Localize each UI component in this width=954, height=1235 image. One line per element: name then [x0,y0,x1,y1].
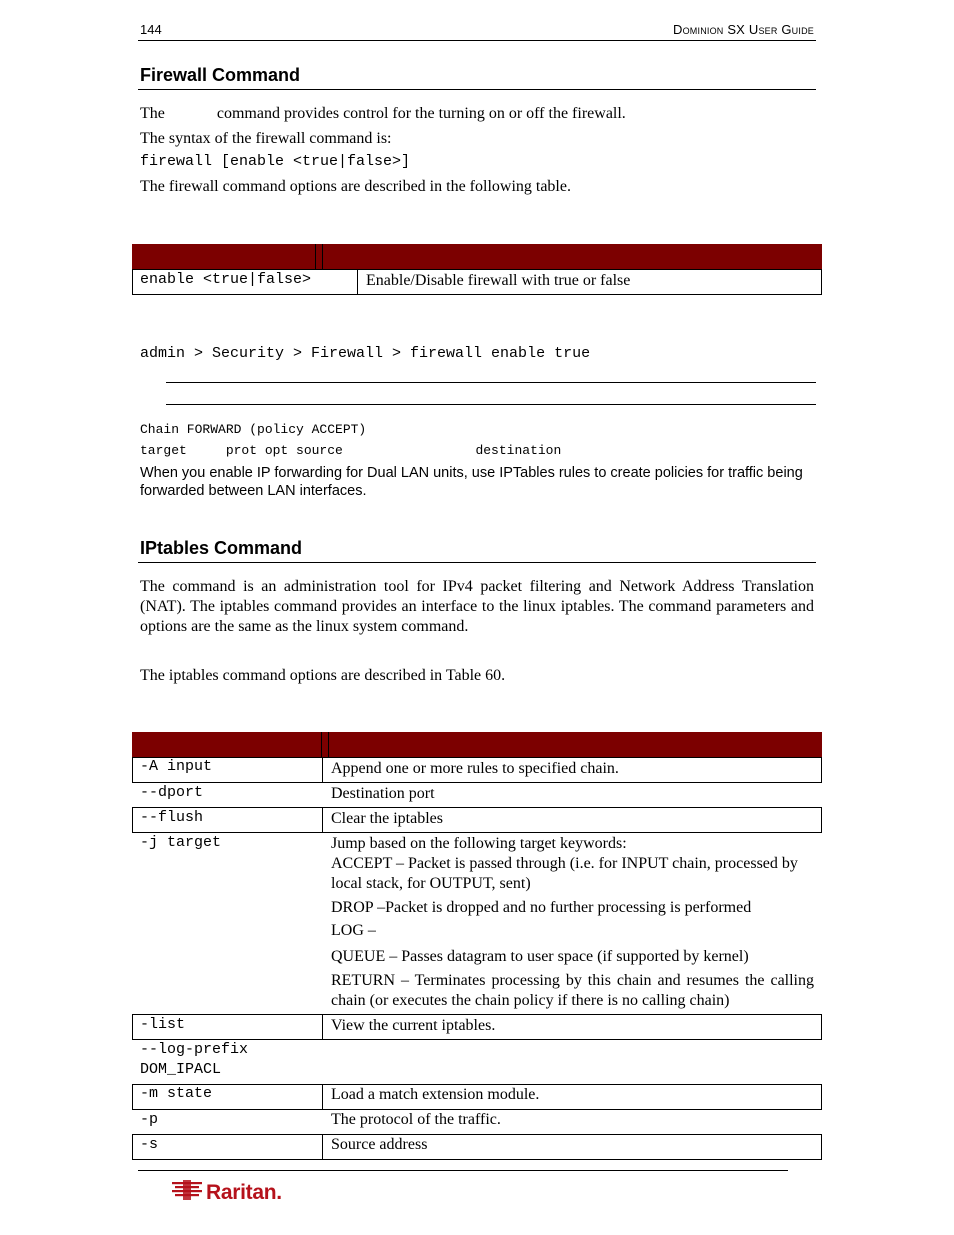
iptables-option: --log-prefix DOM_IPACL [140,1041,249,1078]
iptables-option: -A input [140,758,213,775]
iptables-description: Source address [331,1136,428,1153]
iptables-option: --dport [140,784,204,801]
iptables-option: -j target [140,834,222,851]
iptables-description: Load a match extension module. [331,1086,540,1103]
iptables-table-intro: The iptables command options are described in Table 60. [140,667,506,684]
iptables-description: Destination port [331,785,435,802]
iptables-description: The protocol of the traffic. [331,1111,501,1128]
output-rule-top [166,382,816,383]
firewall-table-header-divider [315,244,323,269]
iptables-description: Clear the iptables [331,810,443,827]
firewall-intro-paragraph: The command provides control for the turning on or off the firewall. [140,105,626,122]
firewall-section-rule [138,89,816,90]
iptables-option: -list [140,1016,186,1033]
firewall-syntax: firewall [enable <true|false>] [140,153,411,170]
chain-forward-line: Chain FORWARD (policy ACCEPT) [140,422,367,437]
dual-lan-note: When you enable IP forwarding for Dual LAN units, use IPTables rules to create policies for traffic being forwarded between LAN interfaces. [140,465,803,499]
iptables-option: -p [140,1111,159,1128]
iptables-option: -m state [140,1085,213,1102]
iptables-section-title: IPtables Command [140,538,303,558]
jump-target-return: RETURN – Terminates processing by this chain and resumes the calling chain (or executes the chain policy if there is no calling chain) [331,972,814,1009]
iptables-table-header-divider [321,732,329,757]
firewall-syntax-intro: The syntax of the firewall command is: [140,130,392,147]
header-rule [138,40,816,41]
iptables-section-rule [138,562,816,563]
firewall-table-option: enable <true|false> [140,271,312,288]
firewall-table-description: Enable/Disable firewall with true or false [366,272,631,289]
raritan-logo [172,1180,282,1205]
iptables-table-header [132,732,822,757]
iptables-description: View the current iptables. [331,1017,496,1034]
guide-title: Dominion SX User Guide [673,22,814,37]
iptables-description: Append one or more rules to specified chain. [331,760,619,777]
table-row [132,1134,323,1160]
iptables-intro-paragraph: The command is an administration tool for IPv4 packet filtering and Network Address Translation (NAT). The iptables command provides an interface to the linux iptables. The command parameters and options are the same as the linux system command. [140,578,814,635]
page-number: 144 [140,22,162,37]
raritan-logo-icon [172,1180,202,1205]
firewall-table-intro: The firewall command options are described in the following table. [140,178,571,195]
jump-target-log: LOG – [331,922,376,939]
raritan-logo-text: Raritan. [206,1180,282,1204]
jump-target-drop: DROP –Packet is dropped and no further processing is performed [331,899,752,916]
jump-target-queue: QUEUE – Passes datagram to user space (if supported by kernel) [331,948,749,965]
iptables-description: Jump based on the following target keywords: [331,835,627,852]
footer-rule [138,1170,788,1171]
chain-columns-line: target prot opt source destination [140,443,562,458]
iptables-option: -s [140,1136,159,1153]
output-rule-bottom [166,404,816,405]
iptables-option: --flush [140,809,204,826]
firewall-section-title: Firewall Command [140,65,301,85]
firewall-example-command: admin > Security > Firewall > firewall enable true [140,345,591,362]
jump-target-accept: ACCEPT – Packet is passed through (i.e. for INPUT chain, processed by local stack, for OUTPUT, sent) [331,855,798,892]
firewall-table-header [132,244,822,269]
